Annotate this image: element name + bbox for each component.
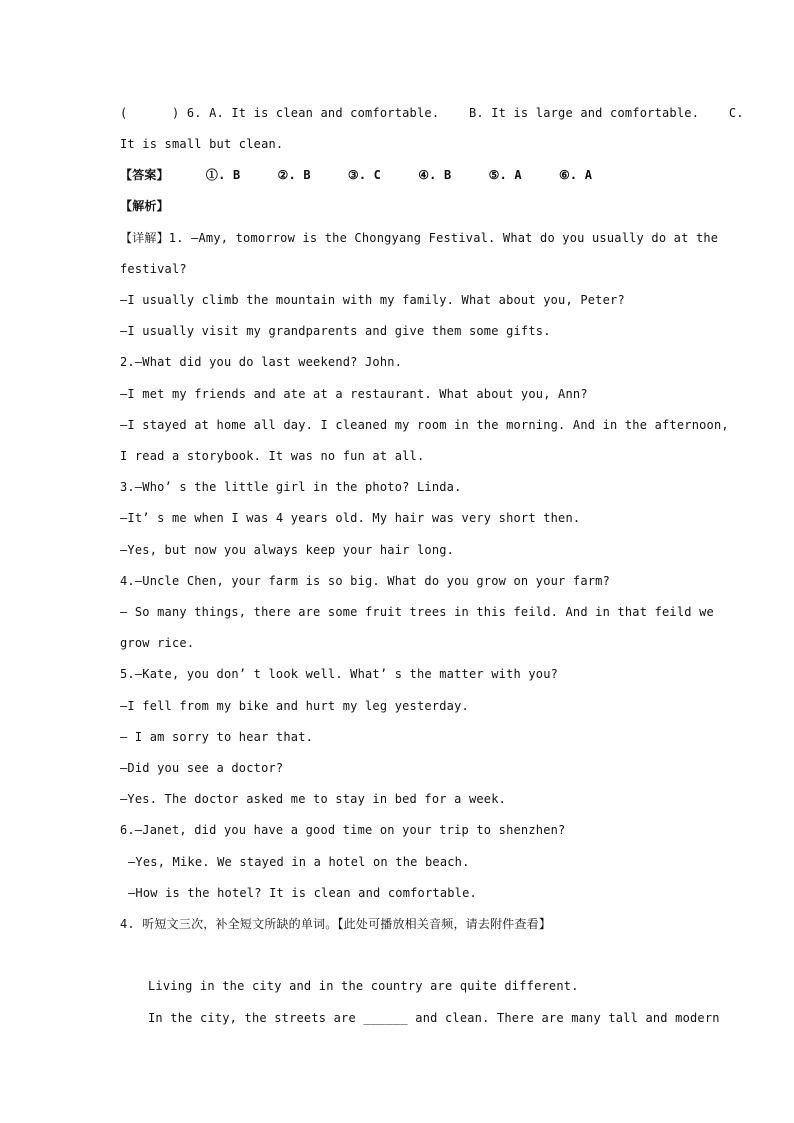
passage-line-1: Living in the city and in the country are quite different. bbox=[148, 979, 579, 993]
dialogue-2-reply-2-cont: I read a storybook. It was no fun at all. bbox=[120, 449, 425, 463]
dialogue-4-reply-cont: grow rice. bbox=[120, 636, 195, 650]
dialogue-1-reply-2: —I usually visit my grandparents and give them some gifts. bbox=[120, 324, 551, 338]
dialogue-5-reply-3: —Did you see a doctor? bbox=[120, 761, 284, 775]
dialogue-3-question: 3.—Who’ s the little girl in the photo? Linda. bbox=[120, 480, 462, 494]
dialogue-6-question: 6.—Janet, did you have a good time on your trip to shenzhen? bbox=[120, 823, 566, 837]
passage-line-2: In the city, the streets are ______ and clean. There are many tall and modern bbox=[148, 1011, 720, 1025]
dialogue-6-reply-2: —How is the hotel? It is clean and comfortable. bbox=[128, 886, 477, 900]
detail-dialogue-1-line-1: 【详解】1. —Amy, tomorrow is the Chongyang Festival. What do you usually do at the bbox=[120, 231, 719, 245]
dialogue-2-reply-1: —I met my friends and ate at a restaurant. What about you, Ann? bbox=[120, 387, 588, 401]
dialogue-3-reply-1: —It’ s me when I was 4 years old. My hair was very short then. bbox=[120, 511, 581, 525]
dialogue-5-reply-4: —Yes. The doctor asked me to stay in bed for a week. bbox=[120, 792, 507, 806]
dialogue-5-reply-1: —I fell from my bike and hurt my leg yesterday. bbox=[120, 699, 469, 713]
dialogue-2-question: 2.—What did you do last weekend? John. bbox=[120, 355, 403, 369]
dialogue-2-reply-2: —I stayed at home all day. I cleaned my room in the morning. And in the afternoon, bbox=[120, 418, 729, 432]
dialogue-5-reply-2: — I am sorry to hear that. bbox=[120, 730, 314, 744]
question-6-options-line: ( ) 6. A. It is clean and comfortable. B. It is large and comfortable. C. bbox=[120, 106, 744, 120]
detail-dialogue-1-line-2: festival? bbox=[120, 262, 187, 276]
analysis-heading: 【解析】 bbox=[120, 199, 169, 213]
dialogue-4-question: 4.—Uncle Chen, your farm is so big. What do you grow on your farm? bbox=[120, 574, 611, 588]
dialogue-5-question: 5.—Kate, you don’ t look well. What’ s the matter with you? bbox=[120, 667, 559, 681]
answer-key: 【答案】 ①. B ②. B ③. C ④. B ⑤. A ⑥. A bbox=[120, 168, 593, 182]
question-6-option-c-text: It is small but clean. bbox=[120, 137, 284, 151]
dialogue-4-reply: — So many things, there are some fruit trees in this feild. And in that feild we bbox=[120, 605, 714, 619]
dialogue-3-reply-2: —Yes, but now you always keep your hair long. bbox=[120, 543, 455, 557]
dialogue-6-reply-1: —Yes, Mike. We stayed in a hotel on the beach. bbox=[128, 855, 470, 869]
question-4-instruction: 4. 听短文三次，补全短文所缺的单词。【此处可播放相关音频，请去附件查看】 bbox=[120, 917, 552, 931]
dialogue-1-reply-1: —I usually climb the mountain with my family. What about you, Peter? bbox=[120, 293, 625, 307]
